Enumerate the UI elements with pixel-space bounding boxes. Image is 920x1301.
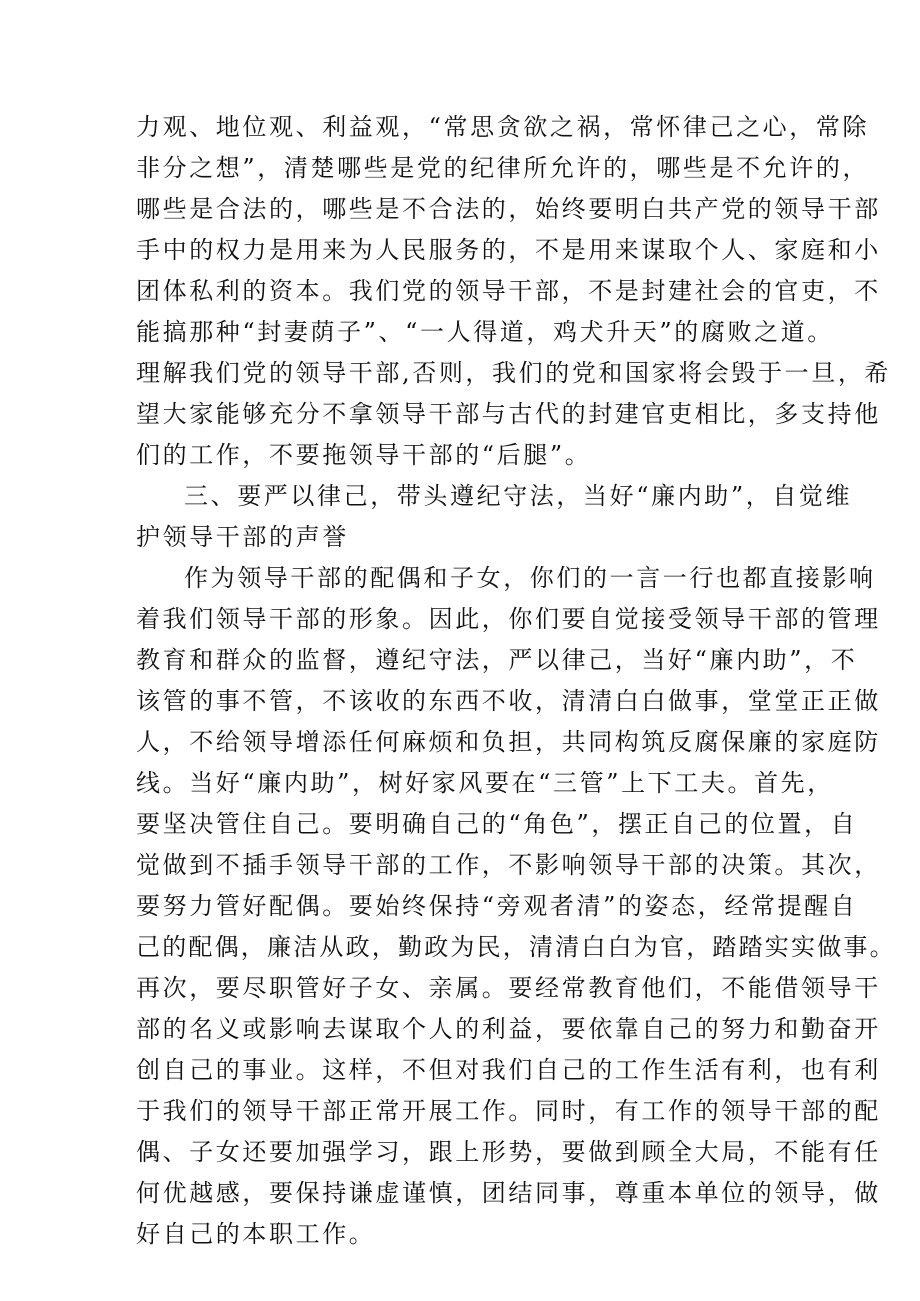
body-text-line: 再次，要尽职管好子女、亲属。要经常教育他们，不能借领导干 (136, 974, 881, 1002)
body-text-line: 部的名义或影响去谋取个人的利益，要依靠自己的努力和勤奋开 (136, 1015, 881, 1043)
body-text-line: 偶、子女还要加强学习，跟上形势，要做到顾全大局，不能有任 (136, 1138, 881, 1166)
body-text-line: 们的工作，不要拖领导干部的“后腿”。 (136, 441, 592, 469)
body-text-line: 创自己的事业。这样，不但对我们自己的工作生活有利，也有利 (136, 1056, 881, 1084)
body-text-line: 能搞那种“封妻荫子”、“一人得道，鸡犬升天”的腐败之道。 (136, 318, 834, 346)
body-text-line: 理解我们党的领导干部,否则，我们的党和国家将会毁于一旦，希 (136, 359, 892, 387)
body-text-line: 作为领导干部的配偶和子女，你们的一言一行也都直接影响 (184, 564, 876, 592)
body-text-line: 线。当好“廉内助”，树好家风要在“三管”上下工夫。首先， (136, 769, 834, 797)
body-text-line: 哪些是合法的，哪些是不合法的，始终要明白共产党的领导干部 (136, 195, 881, 223)
body-text-line: 好自己的本职工作。 (136, 1220, 376, 1248)
body-text-line: 要坚决管住自己。要明确自己的“角色”，摆正自己的位置，自 (136, 810, 858, 838)
body-text-line: 人，不给领导增添任何麻烦和负担，共同构筑反腐保廉的家庭防 (136, 728, 881, 756)
body-text-line: 力观、地位观、利益观，“常思贪欲之祸，常怀律己之心，常除 (136, 113, 870, 141)
body-text-line: 教育和群众的监督，遵纪守法，严以律己，当好“廉内助”，不 (136, 646, 858, 674)
body-text-line: 着我们领导干部的形象。因此，你们要自觉接受领导干部的管理 (136, 605, 881, 633)
body-text-line: 觉做到不插手领导干部的工作，不影响领导干部的决策。其次， (136, 851, 881, 879)
section-heading-line: 护领导干部的声誉 (136, 523, 349, 551)
body-text-line: 要努力管好配偶。要始终保持“旁观者清”的姿态，经常提醒自 (136, 892, 858, 920)
body-text-line: 己的配偶，廉洁从政，勤政为民，清清白白为官，踏踏实实做事。 (136, 933, 896, 961)
body-text-line: 于我们的领导干部正常开展工作。同时，有工作的领导干部的配 (136, 1097, 881, 1125)
body-text-line: 望大家能够充分不拿领导干部与古代的封建官吏相比，多支持他 (136, 400, 881, 428)
section-heading-line: 三、要严以律己，带头遵纪守法，当好“廉内助”，自觉维 (184, 482, 853, 510)
body-text-line: 何优越感，要保持谦虚谨慎，团结同事，尊重本单位的领导，做 (136, 1179, 881, 1207)
body-text-line: 非分之想”，清楚哪些是党的纪律所允许的，哪些是不允许的， (136, 154, 870, 182)
body-text-line: 该管的事不管，不该收的东西不收，清清白白做事，堂堂正正做 (136, 687, 881, 715)
body-text-line: 手中的权力是用来为人民服务的，不是用来谋取个人、家庭和小 (136, 236, 881, 264)
body-text-line: 团体私利的资本。我们党的领导干部，不是封建社会的官吏，不 (136, 277, 881, 305)
